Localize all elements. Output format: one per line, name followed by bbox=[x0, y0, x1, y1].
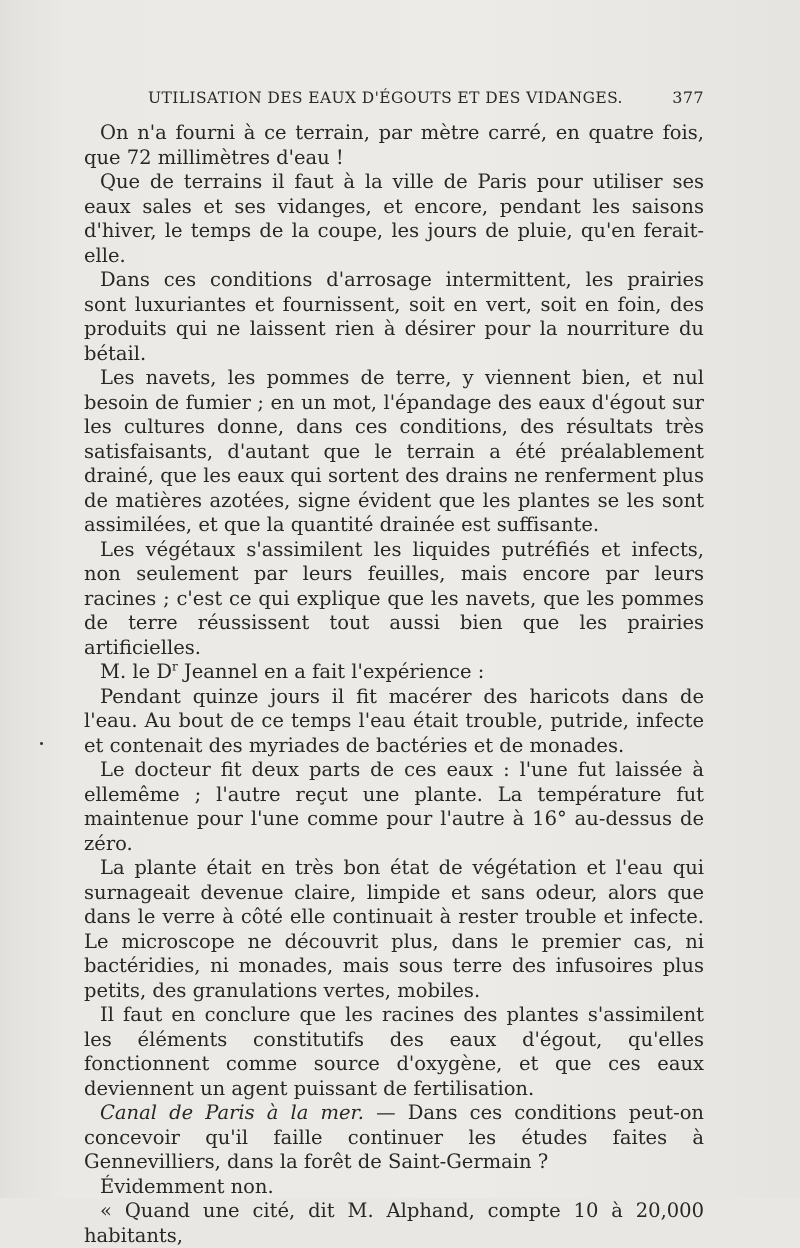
paragraph-jeannel bbox=[84, 660, 704, 685]
paragraph: On n'a fourni à ce terrain, par mètre carré, en quatre fois, que 72 millimètres d'eau ! bbox=[84, 121, 704, 169]
canal-heading: Canal de Paris à la mer. bbox=[100, 1101, 364, 1124]
paragraph: Que de terrains il faut à la ville de Paris pour utiliser ses eaux sales et ses vidanges, et encore, pendant les saisons d'hiver, le temps de la coupe, les jours de pluie, qu'en ferait-elle. bbox=[84, 170, 704, 267]
jeannel-after: Jeannel en a fait l'expérience : bbox=[177, 660, 485, 683]
paragraph: Les navets, les pommes de terre, y viennent bien, et nul besoin de fumier ; en un mot, l'épandage des eaux d'égout sur les cultures donne, dans ces conditions, des résultats très satisfaisants, d'autant que le terrain a été préalablement drainé, que les eaux qui sortent des drains ne renferment plus de matières azotées, signe évident que les plantes se les sont assimilées, et que la quantité drainée est suffisante. bbox=[84, 366, 704, 536]
paragraph: Dans ces conditions d'arrosage intermittent, les prairies sont luxuriantes et fournissent, soit en vert, soit en foin, des produits qui ne laissent rien à désirer pour la nourriture du bétail. bbox=[84, 268, 704, 365]
margin-dot bbox=[40, 742, 43, 745]
paragraph: Les végétaux s'assimilent les liquides putréfiés et infects, non seulement par leurs feuilles, mais encore par leurs racines ; c'est ce qui explique que les navets, que les pommes de terre réussissent tout aussi bien que les prairies artificielles. bbox=[84, 537, 704, 659]
paragraph: Pendant quinze jours il fit macérer des haricots dans de l'eau. Au bout de ce temps l'eau était trouble, putride, infecte et contenait des myriades de bactéries et de monades. bbox=[84, 684, 704, 757]
body-text bbox=[84, 121, 704, 1248]
running-title: UTILISATION DES EAUX D'ÉGOUTS ET DES VIDANGES. bbox=[148, 89, 623, 107]
page-header bbox=[148, 88, 704, 107]
paragraph: Il faut en conclure que les racines des plantes s'assimilent les éléments constitutifs des eaux d'égout, qu'elles fonctionnent comme source d'oxygène, et que ces eaux deviennent un agent puissant de fertilisation. bbox=[84, 1003, 704, 1100]
page-number: 377 bbox=[672, 88, 704, 107]
jeannel-before: M. le D bbox=[100, 660, 172, 683]
canal-text: — Dans ces conditions peut-on concevoir qu'il faille continuer les études faites à Gennevilliers, dans la forêt de Saint-Germain ? bbox=[84, 1101, 704, 1173]
paragraph: Évidemment non. bbox=[100, 1174, 274, 1198]
paragraph: « Quand une cité, dit M. Alphand, compte 10 à 20,000 habitants, bbox=[84, 1199, 704, 1247]
jeannel-sup: r bbox=[171, 659, 178, 674]
paragraph-canal bbox=[84, 1101, 704, 1175]
paragraph: La plante était en très bon état de végétation et l'eau qui surnageait devenue claire, limpide et sans odeur, alors que dans le verre à côté elle continuait à rester trouble et infecte. Le microscope ne découvrit plus, dans le premier cas, ni bactéridies, ni monades, mais sous terre des infusoires plus petits, des granulations vertes, mobiles. bbox=[84, 856, 704, 1002]
paragraph: Le docteur fit deux parts de ces eaux : l'une fut laissée à ellemême ; l'autre reçut une plante. La température fut maintenue pour l'une comme pour l'autre à 16° au-dessus de zéro. bbox=[84, 758, 704, 855]
